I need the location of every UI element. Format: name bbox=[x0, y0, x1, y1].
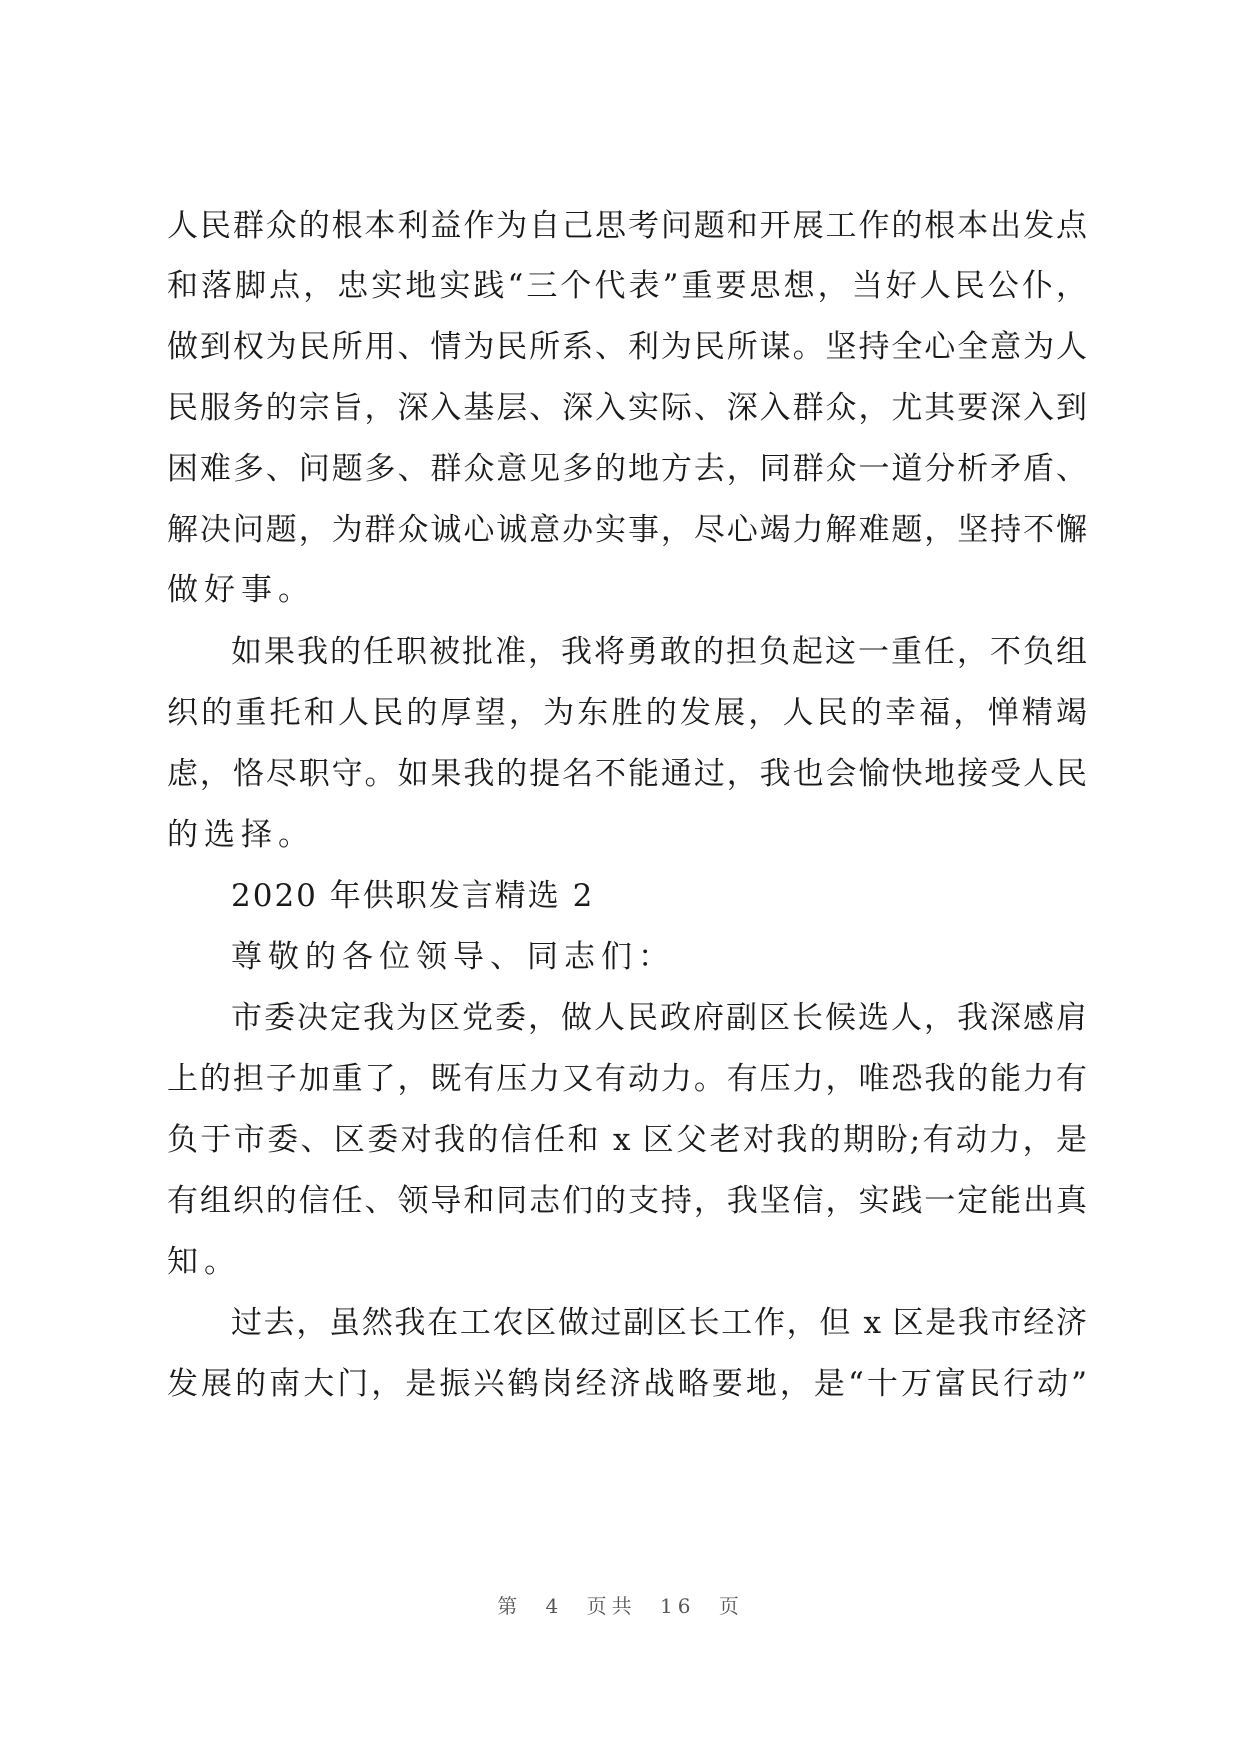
paragraph-first-line: 如果我的任职被批准，我将勇敢的担负起这一重任，不负组 bbox=[231, 634, 1087, 670]
body-text-line: 有组织的信任、领导和同志们的支持，我坚信，实践一定能出真 bbox=[167, 1183, 1087, 1219]
body-text-line: 人民群众的根本利益作为自己思考问题和开展工作的根本出发点 bbox=[167, 208, 1087, 244]
footer-prefix: 第 bbox=[497, 1594, 523, 1618]
paragraph-first-line: 过去，虽然我在工农区做过副区长工作，但 x 区是我市经济 bbox=[231, 1305, 1087, 1341]
body-text-line: 解决问题，为群众诚心诚意办实事，尽心竭力解难题，坚持不懈 bbox=[167, 512, 1087, 548]
body-text-line: 民服务的宗旨，深入基层、深入实际、深入群众，尤其要深入到 bbox=[167, 390, 1087, 426]
body-text-line: 织的重托和人民的厚望，为东胜的发展，人民的幸福，惮精竭 bbox=[167, 695, 1087, 731]
section-title: 2020 年供职发言精选 2 bbox=[231, 878, 595, 914]
body-text-line: 做到权为民所用、情为民所系、利为民所谋。坚持全心全意为人 bbox=[167, 329, 1087, 365]
body-text-line: 知。 bbox=[167, 1244, 241, 1280]
body-text-line: 的选择。 bbox=[167, 817, 315, 853]
salutation: 尊敬的各位领导、同志们： bbox=[231, 939, 675, 975]
body-text-line: 负于市委、区委对我的信任和 x 区父老对我的期盼;有动力，是 bbox=[167, 1122, 1087, 1158]
footer-middle: 页共 bbox=[586, 1594, 637, 1618]
body-text-line: 和落脚点，忠实地实践“三个代表”重要思想，当好人民公仆， bbox=[167, 268, 1087, 304]
current-page-number: 4 bbox=[545, 1594, 564, 1618]
paragraph-first-line: 市委决定我为区党委，做人民政府副区长候选人，我深感肩 bbox=[231, 1000, 1087, 1036]
body-text-line: 上的担子加重了，既有压力又有动力。有压力，唯恐我的能力有 bbox=[167, 1061, 1087, 1097]
body-text-line: 困难多、问题多、群众意见多的地方去，同群众一道分析矛盾、 bbox=[167, 451, 1087, 487]
footer-suffix: 页 bbox=[718, 1594, 744, 1618]
body-text-line: 做好事。 bbox=[167, 572, 315, 608]
body-text-line: 发展的南大门，是振兴鹤岗经济战略要地，是“十万富民行动” bbox=[167, 1366, 1087, 1402]
page-footer bbox=[0, 1590, 1241, 1619]
body-text-line: 虑，恪尽职守。如果我的提名不能通过，我也会愉快地接受人民 bbox=[167, 756, 1087, 792]
total-pages-number: 16 bbox=[660, 1594, 696, 1618]
